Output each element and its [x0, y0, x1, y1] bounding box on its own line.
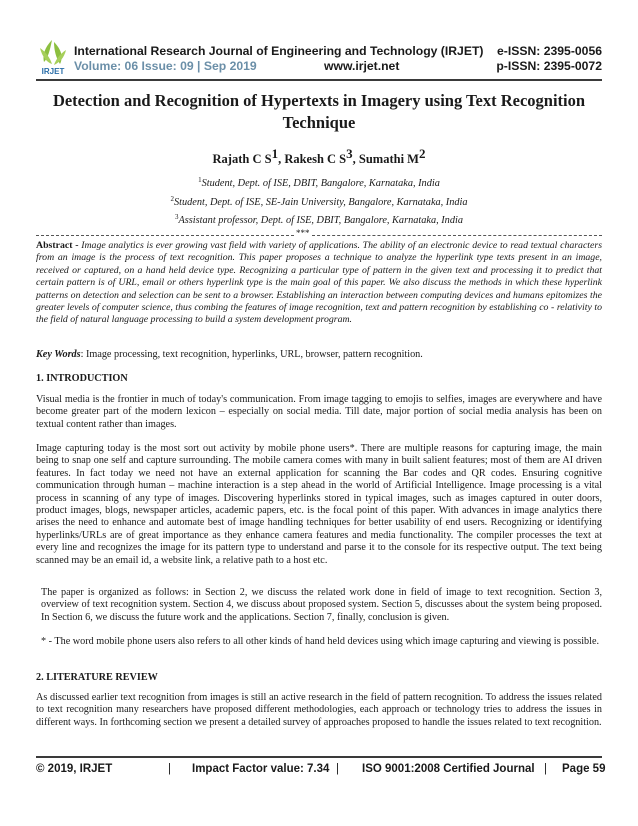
- keywords: [36, 349, 602, 360]
- author-mark: 2: [418, 146, 426, 161]
- paragraph: Visual media is the frontier in much of today's communication. From image tagging to emojis to selfies, images are everywhere and have become greater part of the modern lexicon – especially on social media. Till date, major portion of social media analysis has been on textual content rather than images.: [36, 394, 602, 430]
- author-name: Rakesh C S: [284, 152, 347, 166]
- footnote: * - The word mobile phone users also refers to all other kinds of hand held devices using which image capturing and viewing is possible.: [41, 636, 600, 647]
- volume-issue: Volume: 06 Issue: 09 | Sep 2019: [74, 59, 257, 73]
- affiliation: $^1$Student, Dept. of ISE, DBIT, Bangalore, Karnataka, India: [198, 176, 440, 189]
- author-name: Sumathi M: [358, 152, 419, 166]
- paragraph: Image capturing today is the most sort out activity by mobile phone users*. There are multiple reasons for capturing image, the main being to snap one self and capture surrounding. The mobile camera comes with many in built salient features; most of them are AI driven features. In fact today we need not have an external application for scanning the Bar codes and QR codes. Ensuring cognitive communication through human – machine interaction is a step ahead in the world of Artificial Intelligence. Image processing is a vital process in scanning of any type of images. Discovering hyperlinks stored in typical images, such as images captured in outer doors, product images, blogs, newspaper articles, academic papers, etc. is the focal point of this paper. With advances in image analytics there arises the need to enhance and automate best of image handling techniques for better usability of end users. Recognizing or identifying hyperlinks/URLs are of great importance as they enhance camera features and media functionality. The compiler processes the text at every line and recognizes the image for its pattern type to understand and parse it to the console for its respective output. The text being scanned may be an email id, a website link, a relative path to a host etc.: [36, 443, 602, 566]
- author-name: Rajath C S: [212, 152, 272, 166]
- paper-title: Detection and Recognition of Hypertexts in Imagery using Text Recognition Technique: [52, 91, 586, 132]
- paragraph: As discussed earlier text recognition from images is still an active research in the field of pattern recognition. To address the issues related to text recognition many researchers have proposed different methodologies, each approach or technology tries to address the issues in different ways. In forthcoming section we present a detailed survey of approaches proposed to handle the issues related to text recognition.: [36, 692, 602, 728]
- journal-header: [36, 38, 602, 78]
- footer-divider: [36, 756, 602, 758]
- abstract-text: Image analytics is ever growing vast field with variety of applications. The ability of an electronic device to read textual characters from an image is the process of text recognition. This paper proposes a technique to analyze the hyperlink type texts present in an image, received or captured, on a hand held device type. Recognizing a particular type of pattern in the given text and processing it to predict that certain pattern is of URL, email or others hyperlink type is the main goal of this paper. We also discuss the methods in which these hyperlink patterns on detection and selection can be sent to a browser. Establishing an interaction between computing devices and humans epitomizes the greater levels of computer science, thus combing the features of image recognition, text and pattern recognition by establishing co - relativity to the field of natural language processing to build a system development program.: [36, 240, 603, 326]
- page-number: Page 59: [562, 763, 606, 775]
- keywords-label: Key Words: [36, 349, 81, 360]
- journal-name: International Research Journal of Engineering and Technology (IRJET): [74, 44, 484, 58]
- affiliation: $^2$Student, Dept. of ISE, SE-Jain University, Bangalore, Karnataka, India: [170, 195, 468, 208]
- paragraph: The paper is organized as follows: in Section 2, we discuss the related work done in field of image to text recognition. Section 3, overview of text recognition system. Section 4, we discuss about proposed system. Section 5, discusses about the system being proposed. In Section 6, we discuss the future work and the applications. Section 7, finally, conclusion is given.: [41, 587, 602, 623]
- iso-certification: ISO 9001:2008 Certified Journal: [362, 763, 535, 775]
- section-separator: ***: [36, 231, 602, 239]
- website-link[interactable]: www.irjet.net: [324, 59, 400, 73]
- affiliation: $^3$Assistant professor, Dept. of ISE, DBIT, Bangalore, Karnataka, India: [175, 213, 463, 226]
- abstract-label: Abstract -: [36, 240, 82, 251]
- e-issn: e-ISSN: 2395-0056: [496, 44, 602, 58]
- impact-factor: Impact Factor value: 7.34: [192, 763, 330, 775]
- section-heading: 2. LITERATURE REVIEW: [36, 672, 158, 683]
- author-list: Rajath C $S^1$, Rakesh C $S^3$, Sumathi $M^2$: [212, 146, 426, 166]
- abstract: [36, 240, 602, 327]
- keywords-text: : Image processing, text recognition, hyperlinks, URL, browser, pattern recognition.: [80, 349, 423, 360]
- copyright: © 2019, IRJET: [36, 763, 113, 775]
- author-mark: 1: [271, 146, 279, 161]
- header-divider: [36, 79, 602, 81]
- irjet-logo-icon: [36, 38, 70, 76]
- p-issn: p-ISSN: 2395-0072: [496, 59, 602, 73]
- svg-text:IRJET: IRJET: [41, 67, 65, 76]
- section-heading: 1. INTRODUCTION: [36, 373, 128, 384]
- author-mark: 3: [346, 146, 353, 161]
